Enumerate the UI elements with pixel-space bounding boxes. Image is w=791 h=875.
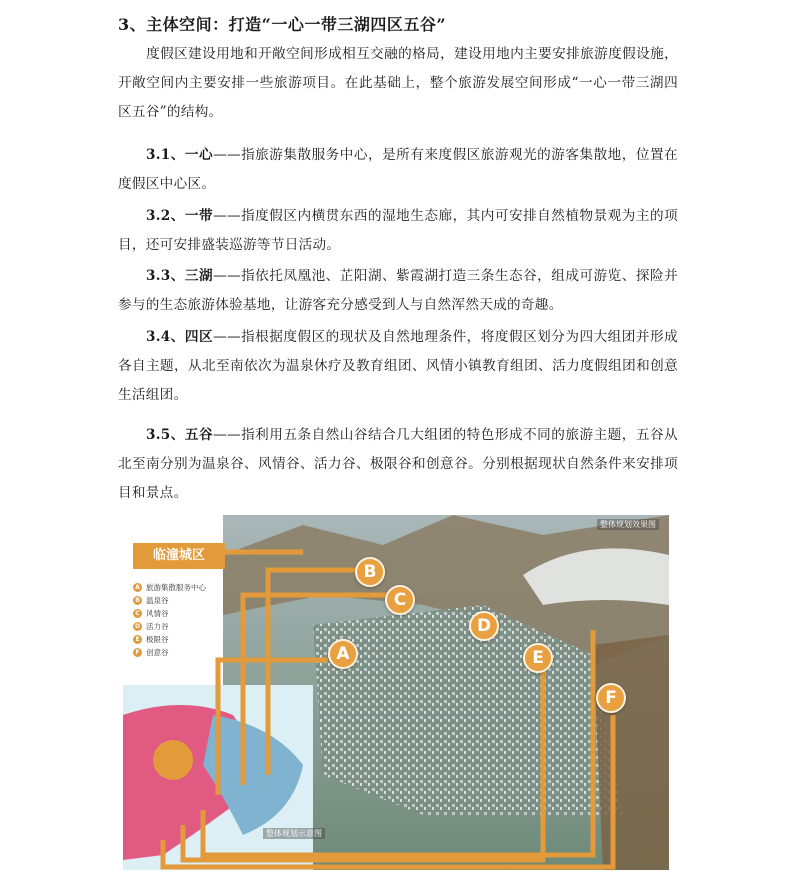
legend-key: B	[133, 596, 142, 605]
legend-item	[133, 581, 243, 593]
legend-key: F	[133, 648, 142, 657]
legend-item	[133, 646, 243, 658]
map-pin-b: B	[355, 557, 385, 587]
legend-label: 创意谷	[146, 647, 169, 657]
figure-caption-bottom: 整体规划示意图	[263, 828, 325, 839]
legend-item	[133, 607, 243, 619]
map-pin-c: C	[385, 585, 415, 615]
item-term: 三湖	[184, 268, 214, 284]
item-text: 指利用五条自然山谷结合几大组团的特色形成不同的旅游主题，五谷从北至南分别为温泉谷、风情谷、活力谷、极限谷和创意谷。分别根据现状自然条件来安排项目和景点。	[118, 427, 678, 501]
item-dash: ——	[213, 427, 241, 443]
item-paragraph-2	[118, 202, 678, 260]
intro-text: 度假区建设用地和开敞空间形成相互交融的格局，建设用地内主要安排旅游度假设施，开敞空间内主要安排一些旅游项目。在此基础上，整个旅游发展空间形成“一心一带三湖四区五谷”的结构。	[118, 46, 678, 120]
item-paragraph-5	[118, 421, 678, 508]
item-dash: ——	[213, 147, 241, 163]
item-num: 3.1、	[146, 147, 185, 163]
item-term: 一心	[184, 147, 214, 163]
map-pin-a: A	[328, 639, 358, 669]
map-pin-d: D	[469, 611, 499, 641]
item-dash: ——	[213, 329, 241, 345]
legend-label: 温泉谷	[146, 595, 169, 605]
item-term: 四区	[184, 329, 214, 345]
item-text: 指度假区内横贯东西的湿地生态廊，其内可安排自然植物景观为主的项目，还可安排盛装巡游等节日活动。	[118, 208, 678, 253]
legend-label: 极限谷	[146, 634, 169, 644]
item-num: 3.2、	[146, 208, 185, 224]
legend-item	[133, 594, 243, 606]
item-dash: ——	[213, 268, 241, 284]
item-paragraph-3	[118, 262, 678, 320]
map-pin-f: F	[596, 683, 626, 713]
section-heading: 3、主体空间：打造“一心一带三湖四区五谷”	[118, 15, 447, 34]
legend-item	[133, 633, 243, 645]
item-paragraph-1	[118, 141, 678, 199]
legend-label: 旅游集散服务中心	[146, 582, 206, 592]
legend-key: C	[133, 609, 142, 618]
region-label: 临潼城区	[133, 543, 225, 569]
item-text: 指旅游集散服务中心，是所有来度假区旅游观光的游客集散地，位置在度假区中心区。	[118, 147, 678, 192]
legend-label: 活力谷	[146, 621, 169, 631]
item-num: 3.3、	[146, 268, 185, 284]
intro-paragraph	[118, 40, 678, 127]
item-text: 指依托凤凰池、芷阳湖、紫霞湖打造三条生态谷，组成可游览、探险并参与的生态旅游体验基地，让游客充分感受到人与自然浑然天成的奇趣。	[118, 268, 678, 313]
legend-item	[133, 620, 243, 632]
legend-label: 风情谷	[146, 608, 169, 618]
center-marker	[153, 740, 193, 780]
figure-caption-top: 整体规划效果图	[597, 519, 659, 530]
legend-key: E	[133, 635, 142, 644]
map-pin-e: E	[523, 643, 553, 673]
item-num: 3.5、	[146, 427, 185, 443]
planning-map-figure	[123, 515, 669, 870]
item-term: 一带	[184, 208, 214, 224]
item-num: 3.4、	[146, 329, 185, 345]
item-text: 指根据度假区的现状及自然地理条件，将度假区划分为四大组团并形成各自主题，从北至南依次为温泉休疗及教育组团、风情小镇教育组团、活力度假组团和创意生活组团。	[118, 329, 678, 403]
item-dash: ——	[213, 208, 241, 224]
item-term: 五谷	[184, 427, 214, 443]
legend-key: D	[133, 622, 142, 631]
legend-key: A	[133, 583, 142, 592]
map-legend	[133, 581, 243, 659]
valley-slope	[593, 635, 669, 870]
item-paragraph-4	[118, 323, 678, 410]
